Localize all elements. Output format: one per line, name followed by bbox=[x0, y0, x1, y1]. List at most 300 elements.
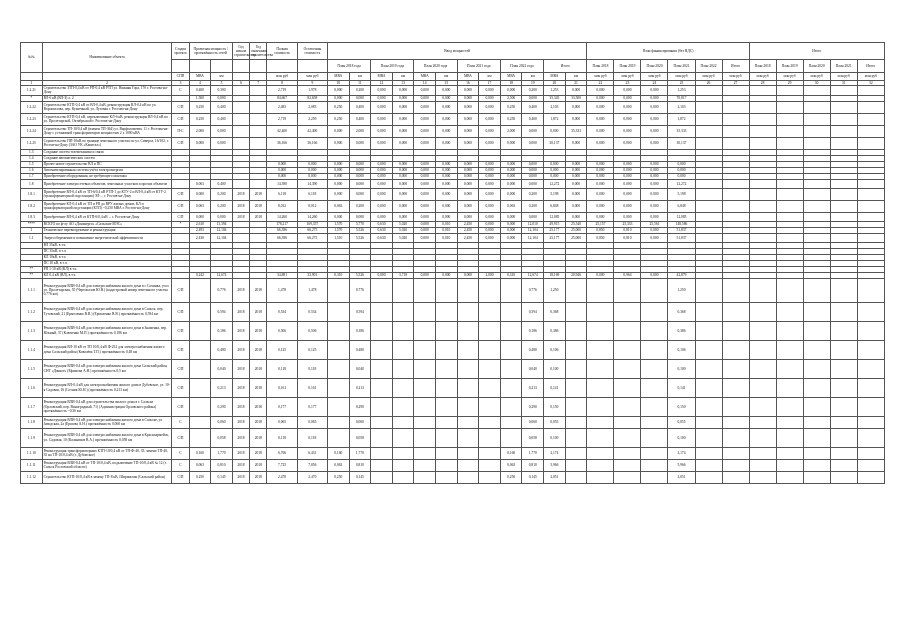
value-cell: 0,063 bbox=[500, 200, 522, 212]
empty-cell bbox=[830, 233, 857, 242]
value-cell bbox=[614, 378, 641, 397]
value-cell: 0,776 bbox=[349, 278, 371, 302]
value-cell: 0,000 bbox=[587, 173, 614, 179]
column-index: 17 bbox=[479, 81, 501, 86]
value-cell: 0,000 bbox=[414, 113, 436, 125]
value-cell bbox=[436, 340, 458, 359]
fin-prefix: План bbox=[619, 63, 628, 68]
end-year-cell: 2018 bbox=[250, 359, 267, 378]
table-row bbox=[21, 302, 885, 321]
empty-cell bbox=[803, 321, 830, 340]
empty-cell bbox=[803, 447, 830, 459]
power-mva-cell bbox=[189, 321, 211, 340]
tot-year-2019 bbox=[776, 60, 803, 73]
value-cell bbox=[479, 340, 501, 359]
empty-cell bbox=[857, 428, 884, 447]
value-cell: 1,770 bbox=[522, 447, 544, 459]
value-cell bbox=[457, 416, 479, 428]
value-cell: 18,169 bbox=[544, 272, 566, 278]
value-cell: 0,250 bbox=[327, 113, 349, 125]
end-year-cell bbox=[250, 233, 267, 242]
empty-cell bbox=[749, 101, 776, 113]
fin-year-label: 2020 bbox=[655, 63, 663, 68]
stage-cell: С/П bbox=[172, 471, 189, 483]
value-cell: 0,630 bbox=[371, 233, 393, 242]
value-cell: 0,010 bbox=[436, 233, 458, 242]
value-cell: 0,000 bbox=[436, 101, 458, 113]
column-index: 27 bbox=[722, 81, 749, 86]
column-index: 13 bbox=[392, 81, 414, 86]
empty-cell bbox=[776, 321, 803, 340]
value-cell: 0,060 bbox=[349, 416, 371, 428]
unit-t3: млн руб bbox=[830, 73, 857, 81]
empty-cell bbox=[722, 212, 749, 221]
value-cell: 33,901 bbox=[297, 272, 327, 278]
value-cell bbox=[565, 416, 587, 428]
value-cell: 0,160 bbox=[500, 447, 522, 459]
value-cell: 0,506 bbox=[297, 321, 327, 340]
power-mva-cell: 2,493 bbox=[189, 227, 211, 233]
empty-cell bbox=[749, 137, 776, 149]
value-cell: 0,000 bbox=[614, 188, 641, 200]
empty-cell bbox=[695, 416, 722, 428]
value-cell bbox=[479, 428, 501, 447]
value-cell: 0,368 bbox=[668, 302, 695, 321]
col-full-cost: Полная стоимость bbox=[267, 43, 297, 60]
value-cell: 0,000 bbox=[327, 167, 349, 173]
value-cell: 5,198 bbox=[544, 188, 566, 200]
table-row bbox=[21, 113, 885, 125]
object-name: Реконструкция ВЛИ-0,4 кВ для строительства жилого дома в г. Сальске (Орловский, пер. Виноградный, 71) (Администрация Орловского района) протяжённость ~0,36 км bbox=[42, 397, 172, 416]
empty-cell bbox=[830, 428, 857, 447]
value-cell: 0,000 bbox=[414, 161, 436, 167]
row-number: ** bbox=[21, 272, 43, 278]
column-index: 23 bbox=[614, 81, 641, 86]
table-row bbox=[21, 471, 885, 483]
value-cell bbox=[371, 302, 393, 321]
value-cell bbox=[392, 397, 414, 416]
value-cell: 35,345 bbox=[544, 95, 566, 101]
stage-cell: С/П bbox=[172, 278, 189, 302]
value-cell bbox=[641, 378, 668, 397]
empty-cell bbox=[857, 188, 884, 200]
value-cell: 0,000 bbox=[479, 161, 501, 167]
value-cell: 70,817 bbox=[668, 95, 695, 101]
value-cell: 2,719 bbox=[267, 86, 297, 95]
object-name: Строительство КТП-0,4 кВ от ВЛ-0,4 кВ, реконструкция ВЛ-0,4 кВ по ул. Ворошилова, пер. Кузнечный, ул. Луговая г. Ростова-на-Дону bbox=[42, 101, 172, 113]
tot-year-2018 bbox=[749, 60, 776, 73]
object-name: Строительство КТП-0,4 кВ, переключение КЛ-6 кВ, реконструкция ВЛ-0,4 кВ по ул. Пролетарской, Октябрьской г. Ростова-на-Дону bbox=[42, 113, 172, 125]
value-cell: 0,400 bbox=[349, 101, 371, 113]
sub-stage-blank bbox=[172, 60, 189, 73]
value-cell: 1,253 bbox=[668, 86, 695, 95]
empty-cell bbox=[749, 86, 776, 95]
value-cell: 0,000 bbox=[500, 137, 522, 149]
value-cell bbox=[436, 378, 458, 397]
fin-prefix: План bbox=[754, 63, 763, 68]
value-cell: 0,000 bbox=[436, 137, 458, 149]
start-year-cell: 2018 bbox=[232, 428, 249, 447]
value-cell: 0,250 bbox=[500, 113, 522, 125]
value-cell: 2,000 bbox=[479, 272, 501, 278]
value-cell: 0,000 bbox=[457, 137, 479, 149]
value-cell: 0,000 bbox=[457, 272, 479, 278]
value-cell bbox=[614, 359, 641, 378]
empty-cell bbox=[857, 179, 884, 188]
empty-cell bbox=[695, 101, 722, 113]
value-cell: 0,000 bbox=[327, 188, 349, 200]
column-index: 26 bbox=[695, 81, 722, 86]
value-cell bbox=[371, 340, 393, 359]
value-cell bbox=[457, 359, 479, 378]
object-name: Реконструкция ВЛИ-0,4 кВ от ТП-10/0,4 кВ, подключение ТП-10/0,4 кВ № 12 (г. Сальск Ростовской области) bbox=[42, 459, 172, 471]
value-cell: 0,000 bbox=[371, 212, 393, 221]
length-km-cell: 0,400 bbox=[211, 101, 233, 113]
value-cell: 0,000 bbox=[371, 125, 393, 137]
value-cell: 0,000 bbox=[614, 113, 641, 125]
start-year-cell bbox=[232, 86, 249, 95]
empty-cell bbox=[695, 179, 722, 188]
sub-start-blank bbox=[232, 60, 249, 73]
value-cell: 0,141 bbox=[668, 378, 695, 397]
value-cell: 0,000 bbox=[565, 161, 587, 167]
column-index: 28 bbox=[749, 81, 776, 86]
table-row bbox=[21, 378, 885, 397]
value-cell: 0,000 bbox=[641, 227, 668, 233]
length-km-cell: 1,770 bbox=[211, 447, 233, 459]
object-name: Реконструкция ВЛ-10 кВ от ТП 10/0,4 кВ Ф-252 для электроснабжения жилого дома Сальский район (Ковалёва Т.П.) протяжённость 0,48 км bbox=[42, 340, 172, 359]
value-cell: 0,000 bbox=[436, 161, 458, 167]
value-cell bbox=[587, 471, 614, 483]
empty-cell bbox=[749, 200, 776, 212]
value-cell: 5,020 bbox=[392, 221, 414, 227]
value-cell: 0,000 bbox=[457, 173, 479, 179]
length-km-cell: 0,400 bbox=[211, 179, 233, 188]
value-cell: 0,118 bbox=[267, 359, 297, 378]
value-cell: 2,051 bbox=[544, 471, 566, 483]
power-mva-cell: 0,250 bbox=[189, 471, 211, 483]
empty-cell bbox=[722, 86, 749, 95]
investment-table bbox=[20, 42, 885, 484]
value-cell: 6,848 bbox=[544, 200, 566, 212]
empty-cell bbox=[803, 101, 830, 113]
value-cell: 0,000 bbox=[614, 101, 641, 113]
fin-year-2019 bbox=[614, 60, 641, 73]
value-cell: 0,000 bbox=[267, 161, 297, 167]
value-cell: 0,400 bbox=[522, 113, 544, 125]
power-mva-cell: 1,500 bbox=[189, 95, 211, 101]
value-cell bbox=[414, 471, 436, 483]
power-mva-cell: 0,063 bbox=[189, 179, 211, 188]
empty-cell bbox=[749, 359, 776, 378]
value-cell: 6,848 bbox=[668, 200, 695, 212]
empty-cell bbox=[776, 428, 803, 447]
empty-cell bbox=[830, 125, 857, 137]
unit-c6: МВА bbox=[457, 73, 479, 81]
value-cell: 0,000 bbox=[327, 173, 349, 179]
value-cell bbox=[327, 378, 349, 397]
end-year-cell: 2018 bbox=[250, 447, 267, 459]
value-cell: 0,534 bbox=[267, 302, 297, 321]
value-cell: 25,157 bbox=[587, 221, 614, 227]
start-year-cell bbox=[232, 179, 249, 188]
end-year-cell bbox=[250, 125, 267, 137]
value-cell bbox=[500, 397, 522, 416]
value-cell: 1,510 bbox=[327, 233, 349, 242]
empty-cell bbox=[830, 188, 857, 200]
empty-cell bbox=[776, 179, 803, 188]
empty-cell bbox=[803, 125, 830, 137]
value-cell: 36,166 bbox=[297, 137, 327, 149]
empty-cell bbox=[695, 278, 722, 302]
value-cell: 0,000 bbox=[641, 125, 668, 137]
value-cell: 0,000 bbox=[436, 272, 458, 278]
value-cell: 0,000 bbox=[436, 167, 458, 173]
fin-year-label: 2019 bbox=[790, 63, 798, 68]
value-cell: 0,000 bbox=[327, 125, 349, 137]
column-index: 10 bbox=[327, 81, 349, 86]
value-cell bbox=[392, 278, 414, 302]
row-number: 1.1.4 bbox=[21, 340, 43, 359]
start-year-cell: 2018 bbox=[232, 397, 249, 416]
value-cell bbox=[371, 459, 393, 471]
empty-cell bbox=[749, 321, 776, 340]
value-cell: 0,150 bbox=[544, 397, 566, 416]
value-cell: 0,400 bbox=[349, 113, 371, 125]
value-cell: 2,174 bbox=[668, 447, 695, 459]
unit-c3: км bbox=[392, 73, 414, 81]
value-cell bbox=[457, 447, 479, 459]
column-index: 21 bbox=[565, 81, 587, 86]
row-number: 1.2.21 bbox=[21, 86, 43, 95]
object-name: Создание автоматических систем bbox=[42, 155, 172, 161]
value-cell: 0,000 bbox=[392, 179, 414, 188]
value-cell: 0,000 bbox=[371, 161, 393, 167]
value-cell bbox=[457, 340, 479, 359]
length-km-cell: 0,040 bbox=[211, 359, 233, 378]
value-cell: 0,000 bbox=[641, 95, 668, 101]
value-cell: 0,000 bbox=[500, 86, 522, 95]
value-cell bbox=[392, 378, 414, 397]
value-cell: 12,272 bbox=[544, 179, 566, 188]
value-cell: 2,470 bbox=[297, 471, 327, 483]
length-km-cell: 0,200 bbox=[211, 188, 233, 200]
value-cell: 0,000 bbox=[668, 173, 695, 179]
empty-cell bbox=[695, 471, 722, 483]
value-cell: 0,200 bbox=[349, 200, 371, 212]
value-cell: 0,000 bbox=[267, 167, 297, 173]
object-name: Автоматизированная система учёта электроэнергии bbox=[42, 167, 172, 173]
value-cell: 0,386 bbox=[544, 321, 566, 340]
value-cell bbox=[327, 428, 349, 447]
unit-c4: МВА bbox=[414, 73, 436, 81]
value-cell: 0,000 bbox=[522, 179, 544, 188]
value-cell: 0,058 bbox=[522, 428, 544, 447]
value-cell: 0,000 bbox=[641, 200, 668, 212]
unit-f2: млн руб bbox=[641, 73, 668, 81]
value-cell: 0,000 bbox=[587, 125, 614, 137]
empty-cell bbox=[722, 200, 749, 212]
value-cell: 7,725 bbox=[267, 459, 297, 471]
value-cell: 14,260 bbox=[267, 212, 297, 221]
value-cell: 0,386 bbox=[668, 321, 695, 340]
value-cell bbox=[392, 416, 414, 428]
value-cell: 1,250 bbox=[668, 278, 695, 302]
value-cell bbox=[500, 378, 522, 397]
value-cell: 0,000 bbox=[587, 137, 614, 149]
value-cell bbox=[436, 447, 458, 459]
empty-cell bbox=[776, 397, 803, 416]
value-cell bbox=[414, 378, 436, 397]
value-cell: 0,000 bbox=[392, 86, 414, 95]
value-cell bbox=[392, 428, 414, 447]
empty-cell bbox=[776, 137, 803, 149]
empty-cell bbox=[695, 233, 722, 242]
empty-cell bbox=[695, 137, 722, 149]
column-index: 29 bbox=[776, 81, 803, 86]
empty-cell bbox=[830, 212, 857, 221]
table-row bbox=[21, 459, 885, 471]
table-row bbox=[21, 428, 885, 447]
value-cell: 0,000 bbox=[414, 272, 436, 278]
value-cell: 0,000 bbox=[349, 173, 371, 179]
value-cell bbox=[614, 340, 641, 359]
object-name: РП 1-10 кВ (КЛ) в т.ч. bbox=[42, 266, 172, 272]
value-cell bbox=[587, 416, 614, 428]
value-cell: 0,040 bbox=[349, 359, 371, 378]
value-cell: 0,106 bbox=[544, 340, 566, 359]
value-cell bbox=[614, 459, 641, 471]
value-cell: 25,561 bbox=[641, 221, 668, 227]
value-cell: 25,000 bbox=[565, 227, 587, 233]
value-cell: 12,674 bbox=[522, 272, 544, 278]
end-year-cell: 2018 bbox=[250, 200, 267, 212]
table-row bbox=[21, 137, 885, 149]
value-cell: 25,177 bbox=[544, 227, 566, 233]
value-cell: 0,000 bbox=[614, 137, 641, 149]
value-cell bbox=[479, 471, 501, 483]
end-year-cell bbox=[250, 86, 267, 95]
power-mva-cell: 2,000 bbox=[189, 125, 211, 137]
value-cell: 0,000 bbox=[414, 95, 436, 101]
value-cell: 14,390 bbox=[297, 179, 327, 188]
end-year-cell: 2018 bbox=[250, 278, 267, 302]
empty-cell bbox=[803, 471, 830, 483]
unit-t4: млн руб bbox=[857, 73, 884, 81]
value-cell: 12,085 bbox=[668, 212, 695, 221]
value-cell bbox=[587, 428, 614, 447]
value-cell bbox=[479, 278, 501, 302]
empty-cell bbox=[857, 278, 884, 302]
unit-f1: млн руб bbox=[614, 73, 641, 81]
unit-f4: млн руб bbox=[695, 73, 722, 81]
value-cell: 0,964 bbox=[614, 272, 641, 278]
value-cell: 0,000 bbox=[614, 86, 641, 95]
value-cell: 25,000 bbox=[565, 233, 587, 242]
value-cell: 0,000 bbox=[641, 179, 668, 188]
value-cell: 0,000 bbox=[297, 161, 327, 167]
value-cell: 0,100 bbox=[544, 428, 566, 447]
end-year-cell bbox=[250, 137, 267, 149]
value-cell: 0,506 bbox=[267, 321, 297, 340]
stage-cell: С/П bbox=[172, 321, 189, 340]
power-mva-cell: 0,063 bbox=[189, 200, 211, 212]
column-index: 19 bbox=[522, 81, 544, 86]
value-cell: 0,000 bbox=[392, 200, 414, 212]
value-cell: 0,310 bbox=[327, 272, 349, 278]
empty-cell bbox=[830, 278, 857, 302]
value-cell: 0,000 bbox=[349, 167, 371, 173]
value-cell: 0,000 bbox=[436, 212, 458, 221]
value-cell: 0,000 bbox=[565, 188, 587, 200]
fin-year-label: 2022 bbox=[709, 63, 717, 68]
value-cell: 0,000 bbox=[414, 200, 436, 212]
value-cell: 12,104 bbox=[522, 227, 544, 233]
value-cell: 66,275 bbox=[297, 227, 327, 233]
column-index: 8 bbox=[267, 81, 297, 86]
value-cell: 0,000 bbox=[457, 101, 479, 113]
empty-cell bbox=[803, 428, 830, 447]
row-number: 1.3 bbox=[21, 149, 43, 155]
value-cell: 0,000 bbox=[565, 167, 587, 173]
empty-cell bbox=[695, 86, 722, 95]
empty-cell bbox=[749, 459, 776, 471]
object-name: Приобретение ВЛ-0,4 кВ от КТП-6/0,4 кВ ... г. Ростов-на-Дону bbox=[42, 212, 172, 221]
value-cell bbox=[392, 447, 414, 459]
object-name: Строительство КТП-10/0,4 кВ в замену ТП-8 кВ, Ширинская (Сальский район) bbox=[42, 471, 172, 483]
empty-cell bbox=[830, 179, 857, 188]
value-cell: 42,879 bbox=[668, 272, 695, 278]
value-cell: 0,000 bbox=[457, 188, 479, 200]
empty-cell bbox=[857, 125, 884, 137]
table-row bbox=[21, 321, 885, 340]
power-mva-cell: 0,250 bbox=[189, 101, 211, 113]
empty-cell bbox=[857, 233, 884, 242]
value-cell: 2,174 bbox=[544, 447, 566, 459]
value-cell: 0,000 bbox=[457, 113, 479, 125]
stage-cell: С/П bbox=[172, 200, 189, 212]
empty-cell bbox=[776, 378, 803, 397]
column-index: 22 bbox=[587, 81, 614, 86]
start-year-cell bbox=[232, 137, 249, 149]
empty-cell bbox=[857, 113, 884, 125]
value-cell: 0,000 bbox=[479, 188, 501, 200]
value-cell: 12,010 bbox=[522, 221, 544, 227]
unit-blank-end bbox=[250, 73, 267, 81]
object-name: Строительство ЗТП-0,4 кВ от РП-0,4 кВ РТП ул. Нижняя Гора, 17б г. Ростова-на-Дону bbox=[42, 86, 172, 95]
value-cell bbox=[500, 321, 522, 340]
empty-cell bbox=[776, 471, 803, 483]
value-cell: 0,161 bbox=[297, 378, 327, 397]
value-cell: 0,177 bbox=[297, 397, 327, 416]
row-number: 1.1.7 bbox=[21, 397, 43, 416]
value-cell: 0,000 bbox=[414, 179, 436, 188]
value-cell: 0,000 bbox=[392, 137, 414, 149]
power-mva-cell bbox=[189, 340, 211, 359]
object-name: Реконструкция ВЛИ-0,4 кВ для электроснабжения жилого дома в с.Сочинка, угол ул. Пролетарская, 55 (Чертопалов Ю.В.) (кадастровый номер земельного участка 0,776 км) bbox=[42, 278, 172, 302]
start-year-cell: 2018 bbox=[232, 278, 249, 302]
value-cell: 5,526 bbox=[349, 227, 371, 233]
empty-cell bbox=[695, 321, 722, 340]
stage-cell: С/П bbox=[172, 212, 189, 221]
value-cell: 0,010 bbox=[436, 227, 458, 233]
value-cell bbox=[614, 447, 641, 459]
value-cell: 0,000 bbox=[349, 161, 371, 167]
object-name: Энергосбережение и повышение энергетической эффективности bbox=[42, 233, 172, 242]
value-cell: 0,000 bbox=[457, 86, 479, 95]
value-cell: 2,103 bbox=[544, 101, 566, 113]
empty-cell bbox=[830, 340, 857, 359]
